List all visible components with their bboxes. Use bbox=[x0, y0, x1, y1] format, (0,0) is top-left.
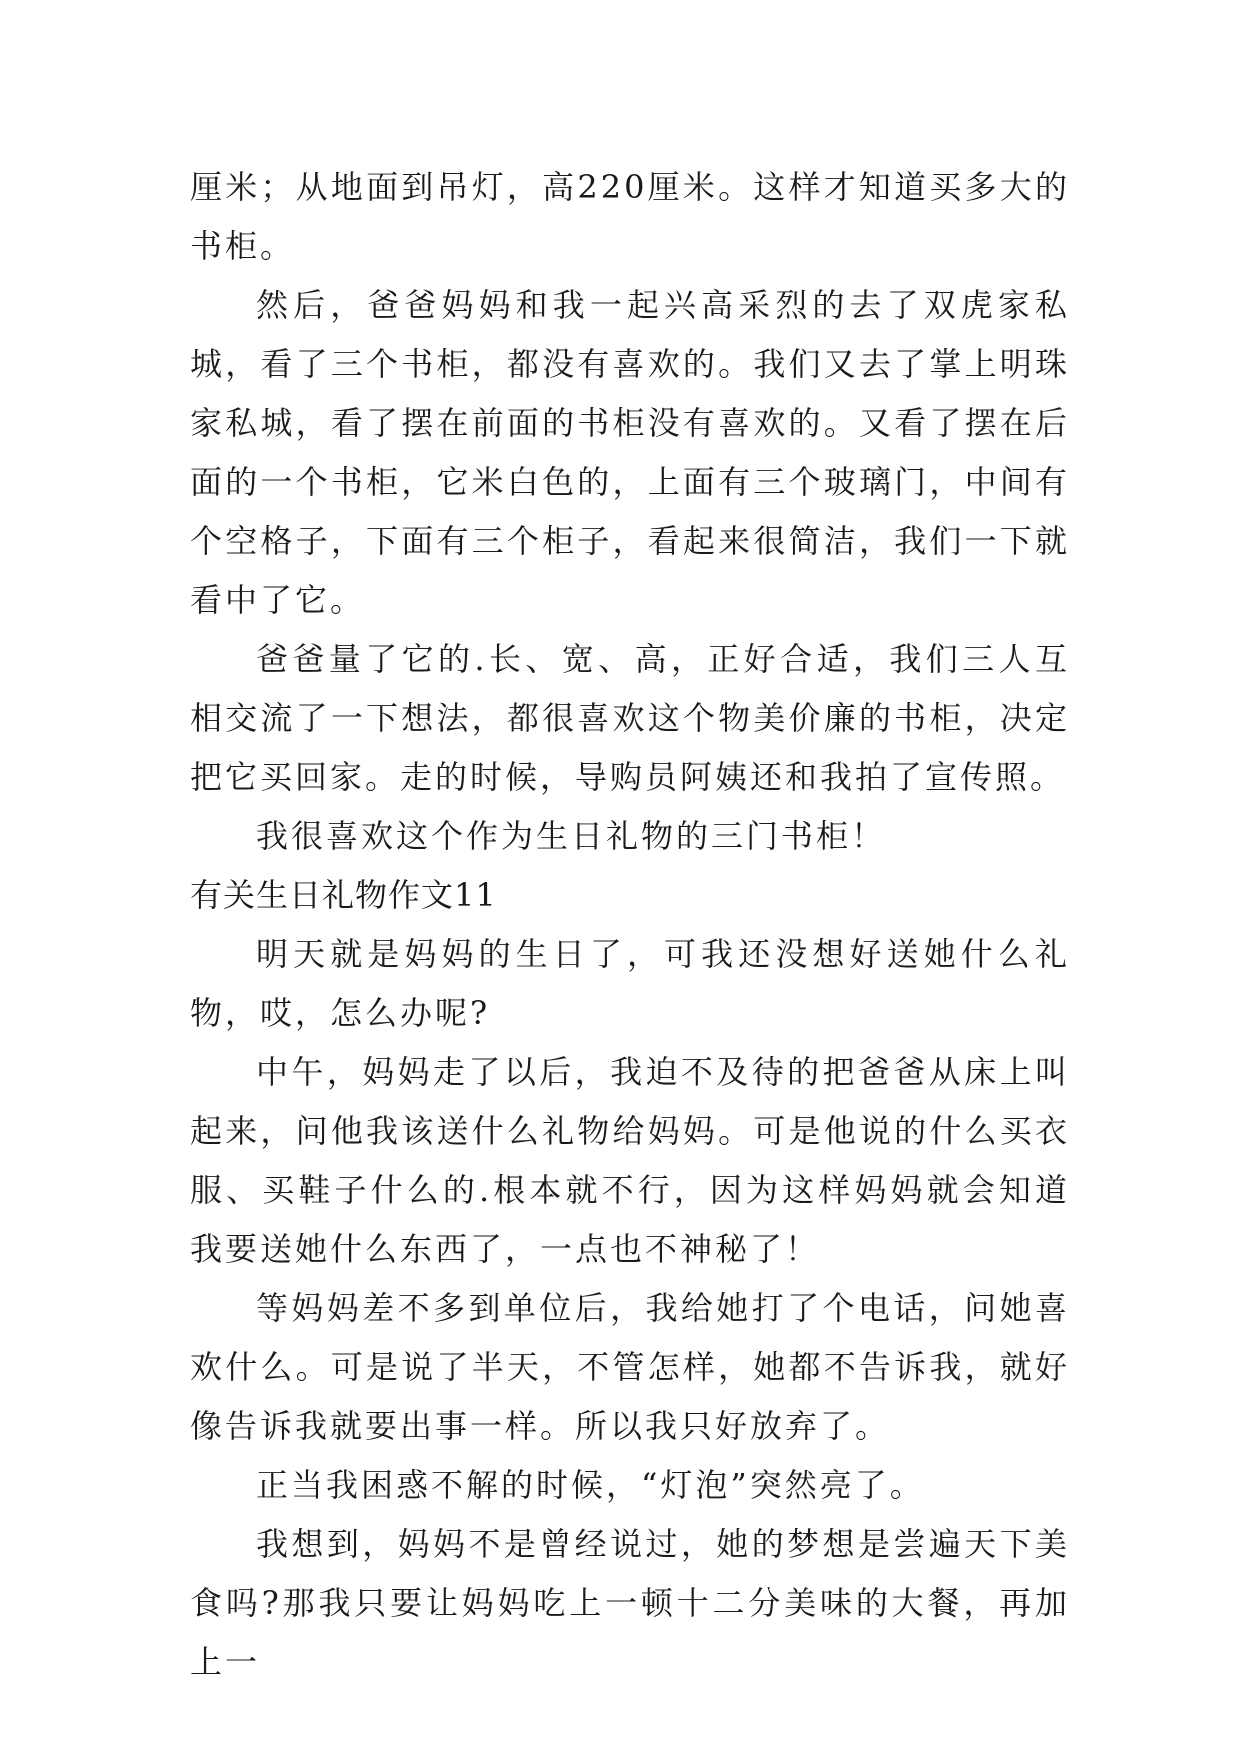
paragraph-9: 我想到，妈妈不是曾经说过，她的梦想是尝遍天下美食吗?那我只要让妈妈吃上一顿十二分美味的大餐，再加上一 bbox=[190, 1525, 1070, 1681]
paragraph-3: 爸爸量了它的.长、宽、高，正好合适，我们三人互相交流了一下想法，都很喜欢这个物美价廉的书柜，决定把它买回家。走的时候，导购员阿姨还和我拍了宣传照。 bbox=[190, 640, 1070, 796]
document-page bbox=[190, 158, 1070, 1692]
paragraph-2: 然后，爸爸妈妈和我一起兴高采烈的去了双虎家私城，看了三个书柜，都没有喜欢的。我们又去了掌上明珠家私城，看了摆在前面的书柜没有喜欢的。又看了摆在后面的一个书柜，它米白色的，上面有三个玻璃门，中间有个空格子，下面有三个柜子，看起来很简洁，我们一下就看中了它。 bbox=[190, 286, 1070, 619]
paragraph-4: 我很喜欢这个作为生日礼物的三门书柜！ bbox=[256, 817, 887, 855]
paragraph-7: 等妈妈差不多到单位后，我给她打了个电话，问她喜欢什么。可是说了半天，不管怎样，她都不告诉我，就好像告诉我就要出事一样。所以我只好放弃了。 bbox=[190, 1289, 1070, 1445]
paragraph-1: 厘米；从地面到吊灯，高220厘米。这样才知道买多大的书柜。 bbox=[190, 168, 1070, 265]
paragraph-6: 中午，妈妈走了以后，我迫不及待的把爸爸从床上叫起来，问他我该送什么礼物给妈妈。可是他说的什么买衣服、买鞋子什么的.根本就不行，因为这样妈妈就会知道我要送她什么东西了，一点也不神秘了！ bbox=[190, 1053, 1070, 1268]
paragraph-5: 明天就是妈妈的生日了，可我还没想好送她什么礼物，哎，怎么办呢? bbox=[190, 935, 1070, 1032]
section-heading: 有关生日礼物作文11 bbox=[190, 876, 497, 914]
paragraph-8: 正当我困惑不解的时候，“灯泡”突然亮了。 bbox=[256, 1466, 925, 1504]
